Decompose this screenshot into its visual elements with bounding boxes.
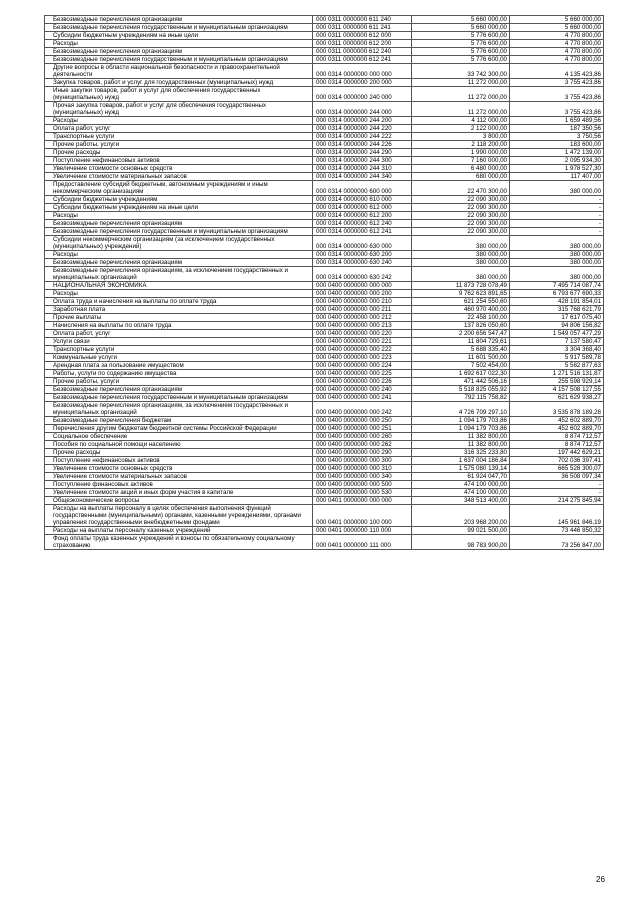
table-row: [45, 402, 604, 417]
row-approved-amount: 621 254 550,60: [412, 298, 510, 306]
row-approved-amount: 316 325 233,80: [412, 449, 510, 457]
row-approved-amount: 98 783 900,00: [412, 535, 510, 550]
row-approved-amount: 380 000,00: [412, 236, 510, 251]
row-code: 000 0314 0000000 630 242: [313, 267, 412, 282]
row-code: 000 0311 0000000 611 241: [313, 24, 412, 32]
row-approved-amount: 22 090 300,00: [412, 220, 510, 228]
row-approved-amount: 22 090 300,00: [412, 228, 510, 236]
row-approved-amount: 11 272 000,00: [412, 102, 510, 117]
row-code: 000 0401 0000000 000 000: [313, 497, 412, 505]
row-executed-amount: 3 535 878 189,28: [510, 402, 604, 417]
row-code: 000 0311 0000000 612 000: [313, 32, 412, 40]
row-code: 000 0401 0000000 110 000: [313, 527, 412, 535]
row-name: Услуги связи: [45, 338, 313, 346]
row-approved-amount: 1 990 000,00: [412, 149, 510, 157]
row-name: Прочие расходы: [45, 449, 313, 457]
row-executed-amount: 73 446 850,32: [510, 527, 604, 535]
row-approved-amount: 22 458 100,00: [412, 314, 510, 322]
row-code: 000 0314 0000000 244 222: [313, 133, 412, 141]
row-executed-amount: 452 602 889,70: [510, 417, 604, 425]
row-name: Увеличение стоимости материальных запасов: [45, 173, 313, 181]
row-name: Расходы: [45, 40, 313, 48]
table-row: [45, 378, 604, 386]
table-row: [45, 157, 604, 165]
row-approved-amount: 22 090 300,00: [412, 196, 510, 204]
table-row: [45, 330, 604, 338]
row-code: 000 0400 0000000 000 250: [313, 417, 412, 425]
table-row: [45, 354, 604, 362]
table-row: [45, 165, 604, 173]
table-row: [45, 449, 604, 457]
budget-execution-sheet: [44, 15, 603, 550]
row-code: 000 0400 0000000 000 212: [313, 314, 412, 322]
table-row: [45, 64, 604, 79]
row-approved-amount: 1 094 179 703,86: [412, 425, 510, 433]
row-approved-amount: 380 000,00: [412, 251, 510, 259]
row-executed-amount: 380 000,00: [510, 251, 604, 259]
row-name: Иные закупки товаров, работ и услуг для обеспечения государственных (муниципальных) нужд: [45, 87, 313, 102]
row-approved-amount: 471 442 506,16: [412, 378, 510, 386]
row-name: Безвозмездные перечисления государственным и муниципальным организациям: [45, 56, 313, 64]
row-approved-amount: 22 090 300,00: [412, 204, 510, 212]
table-row: [45, 125, 604, 133]
row-approved-amount: 474 100 000,00: [412, 489, 510, 497]
row-approved-amount: 203 968 200,00: [412, 505, 510, 527]
row-approved-amount: 11 382 800,00: [412, 433, 510, 441]
table-row: [45, 24, 604, 32]
row-code: 000 0314 0000000 612 241: [313, 228, 412, 236]
table-row: [45, 386, 604, 394]
budget-table-body: [45, 16, 604, 550]
row-code: 000 0314 0000000 630 200: [313, 251, 412, 259]
row-code: 000 0314 0000000 244 290: [313, 149, 412, 157]
table-row: [45, 290, 604, 298]
row-executed-amount: 5 660 000,00: [510, 24, 604, 32]
row-name: Увеличение стоимости акций и иных форм участия в капитале: [45, 489, 313, 497]
row-approved-amount: 380 000,00: [412, 267, 510, 282]
table-row: [45, 282, 604, 290]
row-executed-amount: 4 157 508 127,55: [510, 386, 604, 394]
row-approved-amount: 2 122 000,00: [412, 125, 510, 133]
row-code: 000 0311 0000000 611 240: [313, 16, 412, 24]
row-code: 000 0314 0000000 244 000: [313, 102, 412, 117]
row-code: 000 0401 0000000 111 000: [313, 535, 412, 550]
row-name: Расходы на выплаты персоналу в целях обеспечения выполнения функций государственными (муниципальными) органами, казенными учреждениями, органами управления государственными внебюджетными фондами: [45, 505, 313, 527]
row-name: Закупка товаров, работ и услуг для государственных (муниципальных) нужд: [45, 79, 313, 87]
row-approved-amount: 1 637 004 186,84: [412, 457, 510, 465]
row-approved-amount: 9 762 623 891,65: [412, 290, 510, 298]
row-code: 000 0311 0000000 612 240: [313, 48, 412, 56]
row-executed-amount: 197 442 629,21: [510, 449, 604, 457]
row-name: НАЦИОНАЛЬНАЯ ЭКОНОМИКА: [45, 282, 313, 290]
row-approved-amount: 460 970 400,00: [412, 306, 510, 314]
table-row: [45, 370, 604, 378]
row-approved-amount: 22 090 300,00: [412, 212, 510, 220]
row-approved-amount: 5 776 600,00: [412, 56, 510, 64]
row-name: Безвозмездные перечисления организациям, за исключением государственных и муниципальных организаций: [45, 402, 313, 417]
table-row: [45, 481, 604, 489]
row-code: 000 0400 0000000 000 211: [313, 306, 412, 314]
row-approved-amount: 11 272 000,00: [412, 79, 510, 87]
row-executed-amount: -: [510, 228, 604, 236]
row-approved-amount: 5 776 600,00: [412, 32, 510, 40]
table-row: [45, 251, 604, 259]
row-approved-amount: 11 382 800,00: [412, 441, 510, 449]
row-code: 000 0314 0000000 612 000: [313, 204, 412, 212]
row-approved-amount: 5 660 000,00: [412, 16, 510, 24]
row-name: Расходы: [45, 290, 313, 298]
row-name: Поступление нефинансовых активов: [45, 157, 313, 165]
row-executed-amount: -: [510, 489, 604, 497]
table-row: [45, 220, 604, 228]
row-code: 000 0400 0000000 000 210: [313, 298, 412, 306]
table-row: [45, 196, 604, 204]
row-name: Безвозмездные перечисления организациям, за исключением государственных и муниципальных организаций: [45, 267, 313, 282]
row-name: Транспортные услуги: [45, 346, 313, 354]
row-name: Социальное обеспечение: [45, 433, 313, 441]
row-approved-amount: 348 513 400,00: [412, 497, 510, 505]
table-row: [45, 267, 604, 282]
row-code: 000 0400 0000000 000 225: [313, 370, 412, 378]
row-code: 000 0314 0000000 244 310: [313, 165, 412, 173]
row-name: Безвозмездные перечисления организациям: [45, 220, 313, 228]
row-name: Работы, услуги по содержанию имущества: [45, 370, 313, 378]
table-row: [45, 527, 604, 535]
row-code: 000 0314 0000000 240 000: [313, 87, 412, 102]
row-code: 000 0314 0000000 612 200: [313, 212, 412, 220]
row-executed-amount: 8 874 712,57: [510, 433, 604, 441]
row-approved-amount: 792 115 758,82: [412, 394, 510, 402]
row-executed-amount: 187 350,56: [510, 125, 604, 133]
row-name: Фонд оплаты труда казенных учреждений и взносы по обязательному социальному страхованию: [45, 535, 313, 550]
row-name: Безвозмездные перечисления организациям: [45, 16, 313, 24]
table-row: [45, 212, 604, 220]
table-row: [45, 133, 604, 141]
row-approved-amount: 2 200 656 547,47: [412, 330, 510, 338]
row-executed-amount: 7 495 714 087,74: [510, 282, 604, 290]
row-executed-amount: 73 256 847,00: [510, 535, 604, 550]
row-code: 000 0400 0000000 000 262: [313, 441, 412, 449]
row-code: 000 0314 0000000 600 000: [313, 181, 412, 196]
table-row: [45, 535, 604, 550]
row-code: 000 0400 0000000 000 221: [313, 338, 412, 346]
row-name: Поступление нефинансовых активов: [45, 457, 313, 465]
row-code: 000 0401 0000000 100 000: [313, 505, 412, 527]
row-approved-amount: 99 021 500,00: [412, 527, 510, 535]
table-row: [45, 394, 604, 402]
row-executed-amount: 94 806 156,82: [510, 322, 604, 330]
row-name: Прочие работы, услуги: [45, 378, 313, 386]
row-approved-amount: 7 502 454,00: [412, 362, 510, 370]
row-name: Расходы на выплаты персоналу казенных учреждений: [45, 527, 313, 535]
row-executed-amount: 452 602 889,70: [510, 425, 604, 433]
row-approved-amount: 22 470 300,00: [412, 181, 510, 196]
row-executed-amount: 4 135 423,86: [510, 64, 604, 79]
row-code: 000 0400 0000000 000 222: [313, 346, 412, 354]
row-name: Безвозмездные перечисления организациям: [45, 48, 313, 56]
row-name: Транспортные услуги: [45, 133, 313, 141]
row-executed-amount: -: [510, 212, 604, 220]
row-executed-amount: 315 768 621,79: [510, 306, 604, 314]
row-approved-amount: 137 826 050,60: [412, 322, 510, 330]
row-executed-amount: -: [510, 196, 604, 204]
table-row: [45, 141, 604, 149]
table-row: [45, 228, 604, 236]
row-executed-amount: 5 582 877,63: [510, 362, 604, 370]
row-code: 000 0400 0000000 000 530: [313, 489, 412, 497]
row-name: Увеличение стоимости основных средств: [45, 465, 313, 473]
row-code: 000 0314 0000000 610 000: [313, 196, 412, 204]
row-code: 000 0400 0000000 000 220: [313, 330, 412, 338]
table-row: [45, 259, 604, 267]
row-approved-amount: 2 118 200,00: [412, 141, 510, 149]
row-code: 000 0314 0000000 244 226: [313, 141, 412, 149]
row-code: 000 0314 0000000 000 000: [313, 64, 412, 79]
row-executed-amount: 428 191 854,01: [510, 298, 604, 306]
row-code: 000 0400 0000000 000 213: [313, 322, 412, 330]
row-name: Субсидии бюджетным учреждениям на иные цели: [45, 32, 313, 40]
row-approved-amount: 1 692 617 022,30: [412, 370, 510, 378]
row-executed-amount: 1 978 527,30: [510, 165, 604, 173]
row-executed-amount: 7 137 580,47: [510, 338, 604, 346]
row-code: 000 0400 0000000 000 290: [313, 449, 412, 457]
row-executed-amount: 214 275 845,94: [510, 497, 604, 505]
row-name: Прочие выплаты: [45, 314, 313, 322]
row-executed-amount: -: [510, 481, 604, 489]
row-approved-amount: 1 094 179 703,86: [412, 417, 510, 425]
table-row: [45, 48, 604, 56]
row-code: 000 0400 0000000 000 340: [313, 473, 412, 481]
table-row: [45, 149, 604, 157]
row-approved-amount: 11 601 500,00: [412, 354, 510, 362]
row-executed-amount: 3 755 423,86: [510, 79, 604, 87]
table-row: [45, 314, 604, 322]
row-approved-amount: 1 575 080 139,14: [412, 465, 510, 473]
row-executed-amount: 5 917 589,78: [510, 354, 604, 362]
row-name: Пособия по социальной помощи населению: [45, 441, 313, 449]
row-executed-amount: 3 755 423,86: [510, 87, 604, 102]
row-name: Оплата работ, услуг: [45, 125, 313, 133]
row-name: Перечисления другим бюджетам бюджетной системы Российской Федерации: [45, 425, 313, 433]
row-name: Расходы: [45, 251, 313, 259]
table-row: [45, 417, 604, 425]
row-approved-amount: 11 272 000,00: [412, 87, 510, 102]
row-code: 000 0314 0000000 612 240: [313, 220, 412, 228]
table-row: [45, 346, 604, 354]
table-row: [45, 322, 604, 330]
row-executed-amount: -: [510, 220, 604, 228]
row-name: Увеличение стоимости материальных запасов: [45, 473, 313, 481]
row-approved-amount: 5 660 000,00: [412, 24, 510, 32]
row-code: 000 0400 0000000 000 000: [313, 282, 412, 290]
page-number: 26: [596, 875, 605, 884]
row-code: 000 0400 0000000 000 500: [313, 481, 412, 489]
row-name: Начисления на выплаты по оплате труда: [45, 322, 313, 330]
table-row: [45, 40, 604, 48]
table-row: [45, 204, 604, 212]
table-row: [45, 102, 604, 117]
row-code: 000 0311 0000000 612 241: [313, 56, 412, 64]
row-name: Поступление финансовых активов: [45, 481, 313, 489]
row-executed-amount: 1 472 139,00: [510, 149, 604, 157]
table-row: [45, 32, 604, 40]
row-code: 000 0314 0000000 244 300: [313, 157, 412, 165]
row-executed-amount: 3 755 423,86: [510, 102, 604, 117]
row-approved-amount: 680 000,00: [412, 173, 510, 181]
row-name: Субсидии бюджетным учреждениям: [45, 196, 313, 204]
row-name: Субсидии некоммерческим организациям (за исключением государственных (муниципальных) учреждений): [45, 236, 313, 251]
row-approved-amount: 11 873 728 078,49: [412, 282, 510, 290]
row-name: Увеличение стоимости основных средств: [45, 165, 313, 173]
row-code: 000 0400 0000000 000 251: [313, 425, 412, 433]
row-approved-amount: 4 726 709 297,10: [412, 402, 510, 417]
row-approved-amount: 5 776 600,00: [412, 40, 510, 48]
row-executed-amount: 2 095 934,30: [510, 157, 604, 165]
row-code: 000 0400 0000000 000 200: [313, 290, 412, 298]
row-executed-amount: 17 617 075,40: [510, 314, 604, 322]
row-code: 000 0400 0000000 000 240: [313, 386, 412, 394]
row-executed-amount: 183 600,00: [510, 141, 604, 149]
row-name: Оплата труда и начисления на выплаты по оплате труда: [45, 298, 313, 306]
budget-table: [44, 15, 604, 550]
table-row: [45, 425, 604, 433]
table-row: [45, 56, 604, 64]
row-executed-amount: 380 000,00: [510, 259, 604, 267]
row-executed-amount: 380 000,00: [510, 236, 604, 251]
table-row: [45, 117, 604, 125]
row-executed-amount: 665 528 300,07: [510, 465, 604, 473]
row-name: Заработная плата: [45, 306, 313, 314]
row-approved-amount: 4 112 000,00: [412, 117, 510, 125]
row-executed-amount: 4 770 800,00: [510, 48, 604, 56]
table-row: [45, 173, 604, 181]
row-approved-amount: 61 924 047,70: [412, 473, 510, 481]
row-executed-amount: 3 304 368,40: [510, 346, 604, 354]
table-row: [45, 433, 604, 441]
row-code: 000 0311 0000000 612 200: [313, 40, 412, 48]
table-row: [45, 505, 604, 527]
row-approved-amount: 5 688 335,40: [412, 346, 510, 354]
row-code: 000 0314 0000000 200 000: [313, 79, 412, 87]
row-name: Общеэкономические вопросы: [45, 497, 313, 505]
row-approved-amount: 5 776 600,00: [412, 48, 510, 56]
row-executed-amount: 4 770 800,00: [510, 32, 604, 40]
row-name: Безвозмездные перечисления бюджетам: [45, 417, 313, 425]
row-executed-amount: 6 793 677 690,33: [510, 290, 604, 298]
row-code: 000 0400 0000000 000 223: [313, 354, 412, 362]
row-name: Субсидии бюджетным учреждениям на иные цели: [45, 204, 313, 212]
row-executed-amount: 3 750,56: [510, 133, 604, 141]
row-code: 000 0400 0000000 000 300: [313, 457, 412, 465]
row-name: Коммунальные услуги: [45, 354, 313, 362]
row-executed-amount: 1 271 516 131,87: [510, 370, 604, 378]
row-executed-amount: 36 508 097,34: [510, 473, 604, 481]
row-approved-amount: 11 804 729,61: [412, 338, 510, 346]
row-code: 000 0314 0000000 630 240: [313, 259, 412, 267]
table-row: [45, 16, 604, 24]
row-code: 000 0314 0000000 244 200: [313, 117, 412, 125]
row-approved-amount: 474 100 000,00: [412, 481, 510, 489]
row-approved-amount: 380 000,00: [412, 259, 510, 267]
row-name: Оплата работ, услуг: [45, 330, 313, 338]
row-executed-amount: 1 659 489,56: [510, 117, 604, 125]
row-executed-amount: 702 036 397,41: [510, 457, 604, 465]
row-approved-amount: 7 160 000,00: [412, 157, 510, 165]
table-row: [45, 236, 604, 251]
row-name: Другие вопросы в области национальной безопасности и правоохранительной деятельности: [45, 64, 313, 79]
table-row: [45, 338, 604, 346]
row-executed-amount: 4 770 800,00: [510, 56, 604, 64]
row-code: 000 0400 0000000 000 260: [313, 433, 412, 441]
row-name: Прочие работы, услуги: [45, 141, 313, 149]
row-executed-amount: 255 598 929,14: [510, 378, 604, 386]
row-code: 000 0314 0000000 630 000: [313, 236, 412, 251]
row-code: 000 0400 0000000 000 224: [313, 362, 412, 370]
row-name: Предоставление субсидий бюджетным, автономным учреждениям и иным некоммерческим организациям: [45, 181, 313, 196]
table-row: [45, 465, 604, 473]
table-row: [45, 79, 604, 87]
row-executed-amount: 1 549 057 477,29: [510, 330, 604, 338]
row-executed-amount: 4 770 800,00: [510, 40, 604, 48]
row-executed-amount: 380 000,00: [510, 267, 604, 282]
row-code: 000 0400 0000000 000 241: [313, 394, 412, 402]
row-name: Расходы: [45, 117, 313, 125]
row-approved-amount: 33 742 300,00: [412, 64, 510, 79]
table-row: [45, 497, 604, 505]
table-row: [45, 473, 604, 481]
table-row: [45, 298, 604, 306]
row-code: 000 0314 0000000 244 220: [313, 125, 412, 133]
row-executed-amount: 621 629 938,27: [510, 394, 604, 402]
row-name: Прочие расходы: [45, 149, 313, 157]
row-executed-amount: -: [510, 204, 604, 212]
table-row: [45, 441, 604, 449]
table-row: [45, 87, 604, 102]
row-code: 000 0314 0000000 244 340: [313, 173, 412, 181]
row-code: 000 0400 0000000 000 310: [313, 465, 412, 473]
row-approved-amount: 5 518 825 055,92: [412, 386, 510, 394]
row-name: Безвозмездные перечисления организациям: [45, 259, 313, 267]
row-name: Безвозмездные перечисления государственным и муниципальным организациям: [45, 394, 313, 402]
table-row: [45, 306, 604, 314]
row-approved-amount: 6 480 000,00: [412, 165, 510, 173]
row-name: Расходы: [45, 212, 313, 220]
table-row: [45, 489, 604, 497]
row-name: Безвозмездные перечисления государственным и муниципальным организациям: [45, 24, 313, 32]
table-row: [45, 457, 604, 465]
row-executed-amount: 117 407,00: [510, 173, 604, 181]
row-approved-amount: 3 800,00: [412, 133, 510, 141]
row-executed-amount: 145 961 846,19: [510, 505, 604, 527]
row-executed-amount: 380 000,00: [510, 181, 604, 196]
table-row: [45, 181, 604, 196]
row-name: Безвозмездные перечисления организациям: [45, 386, 313, 394]
row-code: 000 0400 0000000 000 242: [313, 402, 412, 417]
table-row: [45, 362, 604, 370]
row-executed-amount: 5 660 000,00: [510, 16, 604, 24]
row-name: Безвозмездные перечисления государственным и муниципальным организациям: [45, 228, 313, 236]
row-name: Арендная плата за пользование имуществом: [45, 362, 313, 370]
row-name: Прочая закупка товаров, работ и услуг для обеспечения государственных (муниципальных) нужд: [45, 102, 313, 117]
row-executed-amount: 8 874 712,57: [510, 441, 604, 449]
row-code: 000 0400 0000000 000 226: [313, 378, 412, 386]
